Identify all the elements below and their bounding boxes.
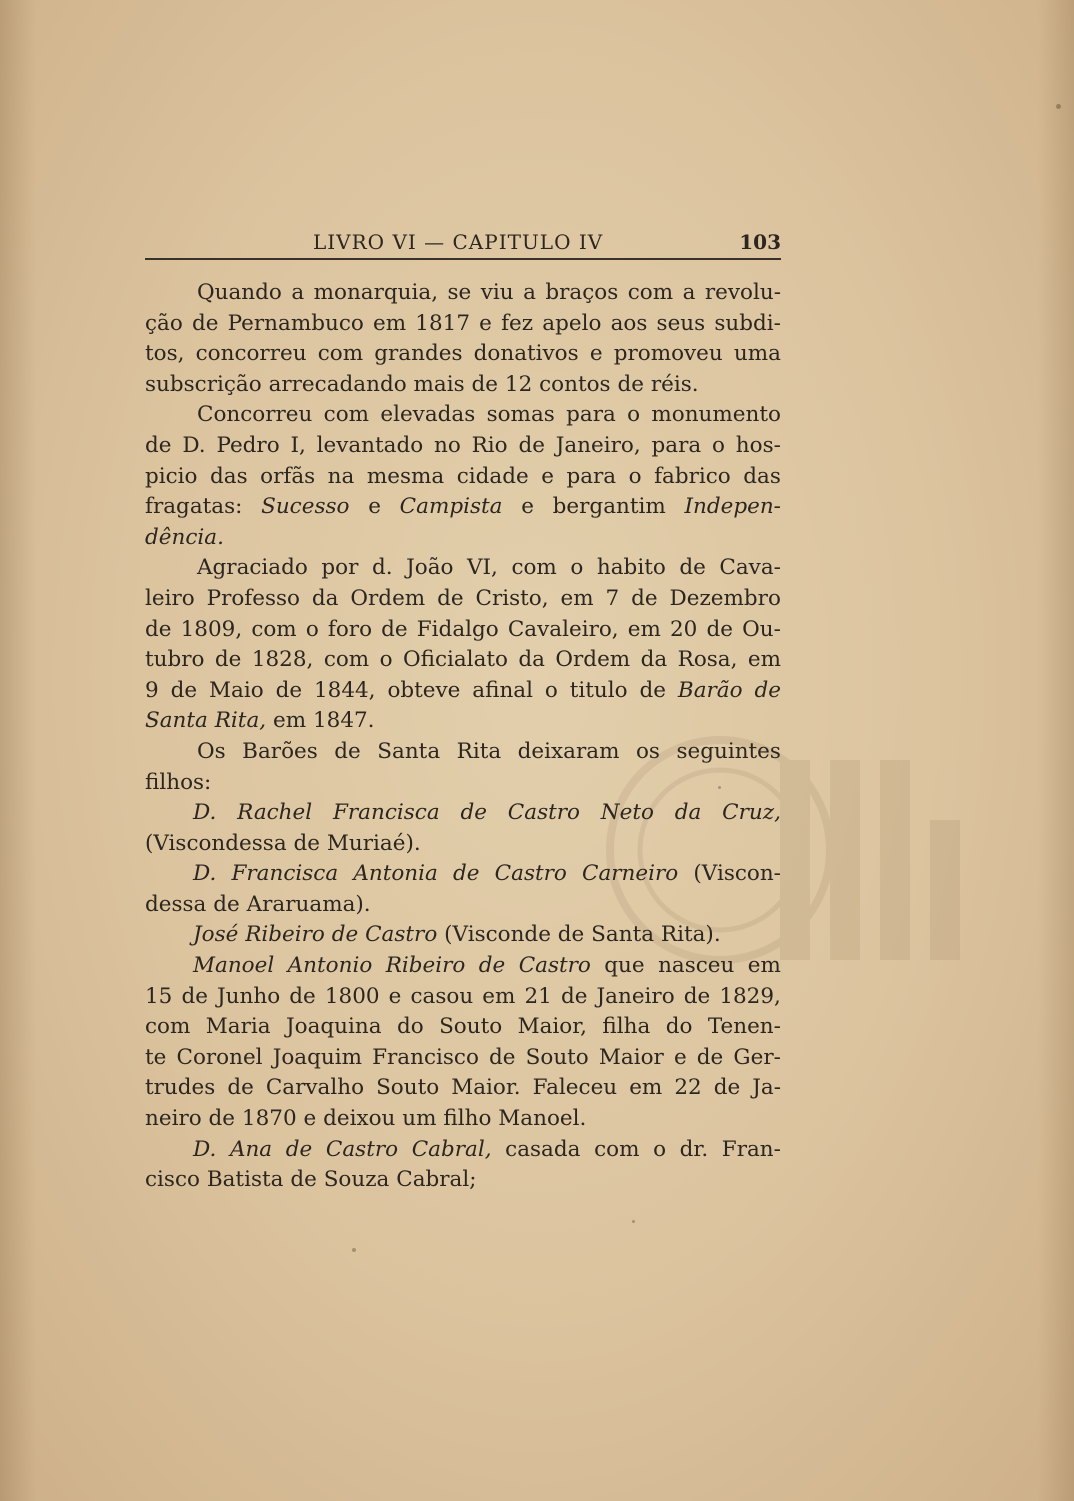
word: de (275, 677, 303, 703)
word: filhos: (145, 769, 212, 795)
word: Muriaé). (326, 830, 421, 856)
word: mesma (366, 463, 445, 489)
word: apelo (542, 310, 602, 336)
word: arrecadando (268, 371, 407, 397)
word: 1828, (251, 647, 314, 673)
word: monarquia, (313, 280, 439, 305)
word: 1847. (312, 708, 375, 734)
word: trudes (145, 1075, 216, 1101)
word: de (489, 1044, 516, 1070)
word: Ordem (350, 585, 426, 611)
text-line (145, 951, 781, 982)
word: com (251, 616, 297, 642)
word: Santa (145, 708, 208, 734)
word: João (406, 555, 454, 581)
word: Barão (677, 677, 743, 703)
word: contos (539, 371, 611, 397)
text-line (145, 768, 781, 799)
word: viu (480, 280, 514, 305)
text-line (145, 1012, 781, 1043)
word: I, (290, 432, 306, 458)
word: um (402, 1106, 437, 1132)
word: subdi- (714, 310, 781, 336)
word: o (570, 555, 584, 581)
word: seus (656, 310, 706, 336)
word: (Visconde (444, 922, 551, 948)
word: (Viscondessa (145, 830, 287, 856)
word: D. (182, 432, 206, 458)
word: Agraciado (197, 555, 308, 581)
word: da (640, 647, 668, 673)
word: Tenen- (707, 1014, 781, 1040)
word: ção (145, 310, 183, 336)
word: Cavaleiro, (507, 616, 619, 642)
word: Batista (206, 1167, 284, 1193)
word: de (191, 310, 219, 336)
word: Maria (205, 1014, 271, 1040)
word: em (272, 708, 307, 734)
word: e (479, 310, 492, 336)
word: de (639, 677, 666, 703)
paper-speck (632, 1220, 635, 1223)
word: Barões (242, 738, 318, 764)
word: em (560, 585, 594, 611)
word: em (627, 616, 661, 642)
word: de (381, 616, 408, 642)
word: José (193, 922, 239, 948)
word: afinal (472, 677, 533, 703)
word: tubro (145, 647, 205, 673)
word: o (379, 647, 393, 673)
word: Rita). (660, 922, 721, 948)
word: 20 (670, 616, 698, 642)
word: o (305, 616, 319, 642)
word: Fran- (721, 1136, 781, 1162)
word: de (145, 432, 172, 458)
text-line (145, 859, 781, 890)
word: te (145, 1044, 167, 1070)
word: o (712, 432, 725, 458)
paper-speck (1056, 104, 1061, 109)
word: fez (501, 310, 534, 336)
word: Souto (439, 1014, 503, 1040)
word: com (627, 280, 674, 305)
word: Ribeiro (245, 922, 325, 948)
word: com (511, 555, 557, 581)
word: Ribeiro (385, 953, 466, 979)
word: Ana (229, 1136, 273, 1162)
word: nasceu (658, 953, 735, 979)
word: grandes (374, 341, 463, 367)
text-line (145, 798, 781, 829)
word: em (747, 953, 781, 979)
word: orfãs (260, 463, 316, 489)
word: para (566, 402, 616, 428)
word: 1800 (324, 983, 380, 1009)
word: Oficialato (402, 647, 508, 673)
word: deixaram (517, 738, 620, 764)
word: Pedro (216, 432, 280, 458)
text-line (145, 1165, 781, 1196)
word: de (713, 1075, 741, 1101)
word: deixou (323, 1106, 396, 1132)
word: a (291, 280, 305, 305)
word: foro (327, 616, 373, 642)
word: para (651, 432, 702, 458)
word: Castro (365, 922, 438, 948)
word: D. (193, 1136, 217, 1162)
word: Cruz, (722, 800, 781, 826)
word: Joaquim (272, 1044, 362, 1070)
text-line (145, 982, 781, 1013)
word: de (518, 432, 545, 458)
word: cidade (456, 463, 529, 489)
word: Maior. (451, 1075, 521, 1101)
word: de (453, 861, 480, 887)
word: na (327, 463, 355, 489)
text-line (145, 890, 781, 921)
word: Carneiro (582, 861, 679, 887)
word: de (617, 371, 644, 397)
text-line (145, 584, 781, 615)
word: Faleceu (532, 1075, 618, 1101)
word: com (317, 341, 364, 367)
word: de (208, 1106, 236, 1132)
word: Os (197, 738, 226, 764)
text-line (145, 431, 781, 462)
word: de (227, 1075, 254, 1101)
word: Antonia (353, 861, 438, 887)
word: d. (371, 555, 393, 581)
word: braços (545, 280, 619, 305)
word: promoveu (613, 341, 723, 367)
word: hos- (735, 432, 781, 458)
word: com (323, 647, 370, 673)
word: de (289, 983, 316, 1009)
running-header (145, 226, 781, 260)
word: uma (733, 341, 781, 367)
text-line (145, 1135, 781, 1166)
word: Sucesso (261, 494, 350, 520)
word: Professo (206, 585, 300, 611)
word: a (523, 280, 536, 305)
word: Campista (399, 494, 503, 520)
text-line (145, 339, 781, 370)
word: Souza (323, 1167, 390, 1193)
word: Maior, (517, 1014, 587, 1040)
word: Carvalho (265, 1075, 365, 1101)
word: Ger- (733, 1044, 781, 1070)
word: de (214, 647, 242, 673)
word: de (170, 677, 198, 703)
text-line (145, 829, 781, 860)
word: 1809, (180, 616, 243, 642)
word: e (368, 494, 381, 520)
word: Ordem (555, 647, 631, 673)
word: o (544, 677, 558, 703)
word: 22 (674, 1075, 702, 1101)
word: somas (486, 402, 555, 428)
text-line (145, 400, 781, 431)
word: 21 (524, 983, 552, 1009)
word: Janeiro (596, 983, 675, 1009)
word: Coronel (176, 1044, 263, 1070)
word: elevadas (380, 402, 476, 428)
word: Cabral, (411, 1136, 492, 1162)
word: filho (443, 1106, 492, 1132)
word: réis. (650, 371, 699, 397)
word: do (396, 1014, 424, 1040)
word: titulo (569, 677, 628, 703)
text-line (145, 706, 781, 737)
word: no (434, 432, 461, 458)
word: tos, (145, 341, 185, 367)
text-line (145, 278, 781, 309)
word: neiro (145, 1106, 202, 1132)
word: Francisca (332, 800, 440, 826)
body-text (145, 278, 781, 1196)
word: de (181, 983, 208, 1009)
text-line (145, 645, 781, 676)
word: Santa (377, 738, 441, 764)
word: Castro (325, 1136, 399, 1162)
word: de (560, 983, 588, 1009)
word: 7 (605, 585, 620, 611)
word: e (541, 463, 554, 489)
word: de (460, 800, 487, 826)
word: de (290, 1167, 317, 1193)
word: de (331, 922, 359, 948)
word: habito (596, 555, 666, 581)
word: em (482, 983, 516, 1009)
word: monumento (651, 402, 781, 428)
word: Castro (518, 953, 591, 979)
word: com (145, 1014, 191, 1040)
word: 1870 (241, 1106, 297, 1132)
text-line (145, 737, 781, 768)
word: Dezembro (669, 585, 781, 611)
word: D. (193, 861, 217, 887)
word: Neto (600, 800, 654, 826)
word: em (747, 647, 781, 673)
word: e (388, 983, 402, 1009)
word: bergantim (552, 494, 666, 520)
word: 15 (145, 983, 173, 1009)
word: da (518, 647, 545, 673)
word: subscrição (145, 371, 262, 397)
word: de (213, 891, 240, 917)
word: Quando (197, 280, 282, 305)
word: e (673, 1044, 687, 1070)
word: de (557, 922, 585, 948)
word: Concorreu (197, 402, 313, 428)
word: Rio (471, 432, 508, 458)
word: Castro (494, 861, 567, 887)
word: Fidalgo (416, 616, 499, 642)
word: Rosa, (677, 647, 738, 673)
word: de (293, 830, 321, 856)
word: Maior (598, 1044, 664, 1070)
running-header-title: LIVRO VI — CAPITULO IV (313, 230, 604, 254)
word: Manoel (193, 953, 275, 979)
page-number: 103 (739, 230, 781, 254)
paper-speck (352, 1248, 356, 1252)
word: donativos (473, 341, 579, 367)
word: casou (410, 983, 474, 1009)
word: Araruama). (246, 891, 371, 917)
word: do (665, 1014, 693, 1040)
word: de (285, 1136, 313, 1162)
word: de (696, 1044, 724, 1070)
word: o (653, 1136, 667, 1162)
text-line (145, 676, 781, 707)
word: de (631, 585, 658, 611)
word: de (478, 953, 506, 979)
word: Santa (591, 922, 655, 948)
text-line (145, 309, 781, 340)
word: Rita (456, 738, 502, 764)
word: Junho (217, 983, 281, 1009)
word: D. (193, 800, 217, 826)
word: fabrico (654, 463, 731, 489)
word: dr. (679, 1136, 709, 1162)
word: com (594, 1136, 640, 1162)
word: Rachel (237, 800, 313, 826)
word: revolu- (704, 280, 781, 305)
word: de (334, 738, 361, 764)
word: filha (602, 1014, 651, 1040)
word: Janeiro, (555, 432, 641, 458)
word: 12 (504, 371, 533, 397)
word: Francisco (372, 1044, 479, 1070)
word: de (706, 616, 733, 642)
word: da (674, 800, 702, 826)
word: Souto (525, 1044, 589, 1070)
word: 1844, (313, 677, 376, 703)
word: o (628, 463, 642, 489)
word: a (682, 280, 696, 305)
word: obteve (387, 677, 461, 703)
word: Maio (209, 677, 264, 703)
word: Ja- (752, 1075, 781, 1101)
text-line (145, 492, 781, 523)
word: da (311, 585, 339, 611)
word: Souto (376, 1075, 440, 1101)
word: para (566, 463, 617, 489)
word: Cava- (719, 555, 781, 581)
word: 1817 (415, 310, 470, 336)
text-line (145, 462, 781, 493)
word: que (604, 953, 645, 979)
word: Cabral; (396, 1167, 477, 1193)
word: 1829, (719, 983, 781, 1009)
word: dência. (145, 524, 224, 550)
word: leiro (145, 585, 195, 611)
word: Ou- (742, 616, 781, 642)
word: Joaquina (286, 1014, 382, 1040)
word: das (743, 463, 781, 489)
text-line (145, 1073, 781, 1104)
word: o (627, 402, 641, 428)
word: Pernambuco (227, 310, 364, 336)
text-line (145, 1104, 781, 1135)
word: Castro (507, 800, 580, 826)
text-line (145, 615, 781, 646)
word: de (754, 677, 781, 703)
word: VI, (467, 555, 498, 581)
word: 9 (145, 677, 159, 703)
word: mais (413, 371, 465, 397)
text-line (145, 1043, 781, 1074)
word: Manoel. (498, 1106, 587, 1132)
word: levantado (316, 432, 424, 458)
word: Indepen- (684, 494, 781, 520)
right-edge-shadow (1038, 0, 1074, 1501)
text-line (145, 523, 781, 554)
word: Cristo, (475, 585, 549, 611)
word: de (437, 585, 464, 611)
word: e (521, 494, 534, 520)
text-line (145, 370, 781, 401)
text-line (145, 553, 781, 584)
word: Antonio (287, 953, 373, 979)
word: em (629, 1075, 663, 1101)
word: concorreu (195, 341, 307, 367)
word: Francisca (231, 861, 339, 887)
word: seguintes (676, 738, 781, 764)
word: das (210, 463, 248, 489)
word: de (145, 616, 172, 642)
word: por (321, 555, 359, 581)
word: picio (145, 463, 198, 489)
word: (Viscon- (693, 861, 781, 887)
word: com (323, 402, 370, 428)
word: os (635, 738, 660, 764)
word: fragatas: (145, 494, 243, 520)
word: dessa (145, 891, 207, 917)
word: e (589, 341, 603, 367)
word: de (679, 555, 706, 581)
text-line (145, 920, 781, 951)
word: e (303, 1106, 317, 1132)
word: de (471, 371, 499, 397)
word: casada (505, 1136, 581, 1162)
word: aos (610, 310, 648, 336)
word: Rita, (214, 708, 267, 734)
word: de (683, 983, 711, 1009)
left-edge-shadow (0, 0, 36, 1501)
word: em (372, 310, 407, 336)
word: se (447, 280, 472, 305)
word: cisco (145, 1167, 200, 1193)
